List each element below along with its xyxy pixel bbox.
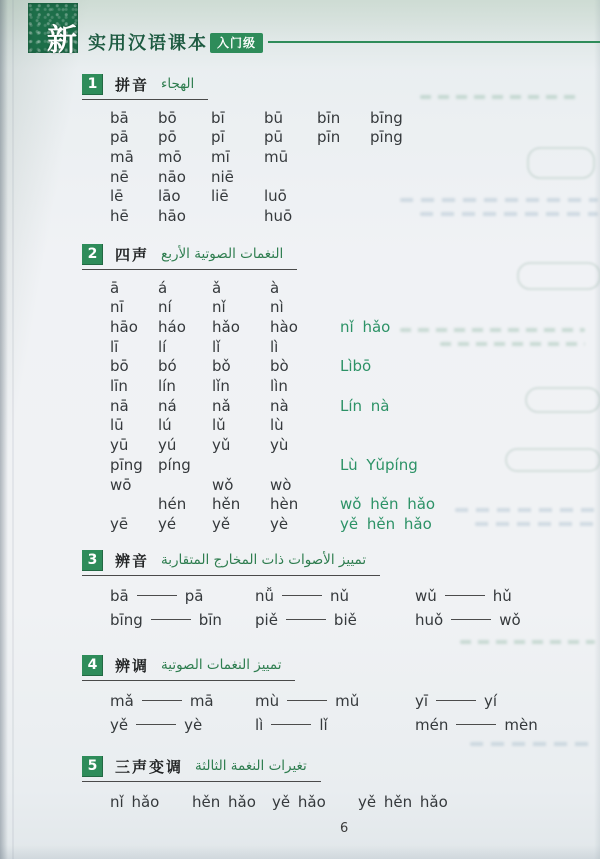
pinyin-cell: pā	[184, 586, 204, 605]
pinyin-cell	[317, 187, 370, 207]
pinyin-row	[110, 109, 600, 129]
section-number-badge: 5	[82, 756, 103, 777]
pair-connector-line	[445, 595, 485, 597]
section-title-chinese: 拼音	[115, 76, 150, 94]
example-word: nǐ hǎo	[110, 792, 160, 811]
section-third-tone-sandhi	[82, 755, 600, 813]
pinyin-cell: háo	[158, 317, 186, 336]
pair-connector-line	[137, 595, 177, 597]
example-word: hěn hǎo	[192, 792, 256, 811]
example-word	[340, 338, 600, 358]
pinyin-cell: bā	[110, 108, 129, 127]
pinyin-cell: píng	[158, 455, 191, 474]
pinyin-cell: bò	[270, 357, 289, 376]
header-rule-line	[268, 41, 600, 43]
pinyin-cell: yū	[110, 436, 129, 455]
pinyin-cell: yú	[158, 436, 177, 455]
pinyin-cell: wō	[110, 475, 132, 494]
example-word: Lín nà	[340, 396, 390, 415]
pinyin-cell: mā	[189, 691, 214, 710]
pinyin-cell: lú	[158, 416, 172, 435]
pinyin-cell: pā	[110, 128, 129, 147]
section-number-badge: 2	[82, 244, 103, 265]
pinyin-cell: mèn	[504, 715, 538, 734]
pinyin-row	[110, 168, 600, 188]
section-header	[82, 244, 297, 270]
pinyin-cell: pō	[158, 128, 177, 147]
pinyin-cell: bīn	[198, 610, 222, 629]
section-four-tones	[82, 243, 600, 535]
pinyin-cell: yě	[212, 514, 231, 533]
pinyin-cell: bīn	[317, 108, 341, 127]
pinyin-cell: pīng	[370, 128, 403, 147]
pair-row	[110, 713, 600, 737]
pinyin-cell: lín	[158, 377, 176, 396]
pinyin-row	[110, 148, 600, 168]
pinyin-cell: liē	[211, 187, 229, 206]
pair-row	[110, 689, 600, 713]
pinyin-cell: hèn	[270, 495, 299, 514]
example-word: yě hǎo	[272, 792, 326, 811]
pinyin-cell: ná	[158, 396, 177, 415]
pinyin-cell: nà	[270, 396, 289, 415]
pinyin-cell: mā	[110, 147, 134, 166]
pair-connector-line	[436, 700, 476, 702]
pinyin-cell: yè	[270, 514, 289, 533]
pinyin-cell: hén	[158, 495, 187, 514]
pinyin-cell: bō	[110, 357, 129, 376]
pinyin-cell: yě	[110, 715, 129, 734]
sound-pair	[110, 584, 255, 608]
pinyin-cell: lǐn	[212, 377, 230, 396]
pinyin-row	[110, 377, 600, 397]
pinyin-cell	[211, 207, 264, 227]
pinyin-row	[110, 456, 600, 476]
pinyin-row	[110, 338, 600, 358]
pinyin-cell: luō	[264, 187, 287, 206]
pinyin-cell: nǎ	[212, 396, 231, 415]
pinyin-cell: ā	[110, 278, 120, 297]
section-title-chinese: 三声变调	[115, 758, 184, 776]
pinyin-cell: yī	[415, 691, 429, 710]
pinyin-cell: līn	[110, 377, 128, 396]
pinyin-cell: pīng	[110, 455, 143, 474]
section-number-badge: 3	[82, 550, 103, 571]
pair-connector-line	[451, 619, 491, 621]
sound-pair	[110, 608, 255, 632]
pinyin-cell: bō	[158, 108, 177, 127]
pinyin-cell: lǐ	[319, 715, 328, 734]
pinyin-row	[110, 515, 600, 535]
page-number: 6	[340, 821, 349, 836]
tones-table	[110, 279, 600, 535]
pinyin-cell: mǔ	[335, 691, 360, 710]
pinyin-cell	[264, 168, 317, 188]
section-sound-discrimination	[82, 549, 600, 632]
pinyin-cell: lù	[270, 416, 284, 435]
tone-pair	[110, 713, 255, 737]
section-header	[82, 550, 380, 576]
pinyin-cell	[158, 476, 212, 496]
pinyin-cell: lī	[110, 337, 119, 356]
pinyin-cell: lǔ	[212, 416, 226, 435]
pinyin-cell: bū	[264, 108, 284, 127]
publisher-logo	[28, 3, 78, 58]
pinyin-cell: nē	[110, 167, 129, 186]
example-word	[340, 436, 600, 456]
pinyin-cell: bīng	[110, 610, 143, 629]
sandhi-examples	[110, 791, 600, 813]
pinyin-cell: nāo	[158, 167, 186, 186]
pinyin-cell	[370, 207, 600, 227]
pinyin-cell: hěn	[212, 495, 241, 514]
pinyin-cell: mén	[415, 715, 449, 734]
pinyin-cell: mū	[264, 147, 289, 166]
pinyin-cell: mō	[158, 147, 182, 166]
pinyin-cell: mù	[255, 691, 280, 710]
pinyin-cell: bǒ	[212, 357, 231, 376]
pinyin-cell: huō	[264, 207, 293, 226]
pinyin-cell: yé	[158, 514, 177, 533]
pinyin-cell: lē	[110, 187, 124, 206]
pinyin-cell: lāo	[158, 187, 181, 206]
pinyin-row	[110, 476, 600, 496]
pinyin-cell	[370, 187, 600, 207]
pinyin-row	[110, 357, 600, 377]
tone-pair	[415, 689, 600, 713]
section-header	[82, 756, 321, 782]
pinyin-cell: niē	[211, 167, 234, 186]
pinyin-cell: lí	[158, 337, 167, 356]
pinyin-cell: yè	[184, 715, 203, 734]
pinyin-cell: yù	[270, 436, 289, 455]
pinyin-cell: lì	[255, 715, 264, 734]
pair-row	[110, 608, 600, 632]
section-header	[82, 655, 295, 681]
tone-pairs	[110, 689, 600, 737]
pinyin-cell: pī	[211, 128, 225, 147]
pinyin-cell: piě	[255, 610, 278, 629]
pinyin-row	[110, 187, 600, 207]
section-pinyin	[82, 73, 600, 227]
pinyin-cell: nā	[110, 396, 129, 415]
section-tone-discrimination	[82, 654, 600, 737]
pair-row	[110, 584, 600, 608]
bleed-through-artifact	[470, 742, 595, 746]
sound-pair	[255, 608, 415, 632]
section-title-arabic: تمييز النغمات الصوتية	[161, 657, 282, 673]
pair-connector-line	[456, 724, 496, 726]
pair-connector-line	[287, 700, 327, 702]
pair-connector-line	[282, 595, 322, 597]
example-word	[340, 298, 600, 318]
pinyin-cell	[212, 456, 270, 476]
pinyin-cell: nǔ	[330, 586, 350, 605]
pinyin-table	[110, 109, 600, 227]
example-word: yě hěn hǎo	[358, 792, 448, 811]
pinyin-cell: yí	[484, 691, 498, 710]
pinyin-cell: lìn	[270, 377, 288, 396]
pinyin-cell: huǒ	[415, 610, 444, 629]
page-crease	[12, 0, 14, 859]
sound-pairs	[110, 584, 600, 632]
bleed-through-artifact	[460, 640, 595, 644]
pinyin-cell: à	[270, 278, 280, 297]
section-title-arabic: تمييز الأصوات ذات المخارج المتقاربة	[161, 552, 367, 568]
pinyin-cell: wǒ	[499, 610, 521, 629]
section-title-chinese: 四声	[115, 246, 150, 264]
pinyin-cell: lì	[270, 337, 279, 356]
pinyin-row	[110, 495, 600, 515]
pinyin-cell: lǐ	[212, 337, 221, 356]
pinyin-cell: wǔ	[415, 586, 437, 605]
pinyin-cell: bī	[211, 108, 225, 127]
pinyin-cell: wò	[270, 475, 292, 494]
section-title-arabic: النغمات الصوتية الأربع	[161, 246, 284, 262]
pinyin-cell: pū	[264, 128, 284, 147]
pinyin-cell: hǔ	[492, 586, 512, 605]
section-title-arabic: تغيرات النغمة الثالثة	[195, 758, 307, 774]
sound-pair	[255, 584, 415, 608]
sound-pair	[415, 608, 600, 632]
section-number-badge: 4	[82, 655, 103, 676]
tone-pair	[255, 713, 415, 737]
sound-pair	[415, 584, 600, 608]
pinyin-cell: hāo	[110, 317, 138, 336]
pair-connector-line	[151, 619, 191, 621]
pinyin-row	[110, 207, 600, 227]
section-title-arabic: الهجاء	[161, 76, 195, 92]
level-badge: 入门级	[210, 33, 263, 53]
page-left-edge-shadow	[0, 0, 8, 859]
example-word	[340, 416, 600, 436]
pinyin-cell: nǚ	[255, 586, 275, 605]
pinyin-cell: á	[158, 278, 168, 297]
pinyin-cell: hǎo	[212, 317, 240, 336]
book-title: 实用汉语课本	[88, 33, 208, 54]
pinyin-cell	[370, 148, 600, 168]
pinyin-cell: mǎ	[110, 691, 134, 710]
section-number-badge: 1	[82, 74, 103, 95]
pinyin-cell: ǎ	[212, 278, 222, 297]
pinyin-cell	[317, 207, 370, 227]
pinyin-cell: yǔ	[212, 436, 231, 455]
pinyin-cell: nǐ	[212, 298, 226, 317]
pair-connector-line	[142, 700, 182, 702]
pinyin-cell: bā	[110, 586, 129, 605]
pinyin-cell: hāo	[158, 207, 186, 226]
example-word: Lù Yǔpíng	[340, 455, 418, 474]
example-word: nǐ hǎo	[340, 317, 391, 336]
pinyin-row	[110, 279, 600, 299]
pinyin-cell: hào	[270, 317, 298, 336]
pinyin-row	[110, 318, 600, 338]
pinyin-cell: biě	[333, 610, 357, 629]
pinyin-cell: bó	[158, 357, 177, 376]
example-word	[340, 476, 600, 496]
section-header	[82, 74, 208, 100]
example-word: Lìbō	[340, 357, 372, 376]
pinyin-cell	[317, 148, 370, 168]
pinyin-cell: nì	[270, 298, 284, 317]
example-word: wǒ hěn hǎo	[340, 495, 436, 514]
pinyin-cell	[370, 168, 600, 188]
pinyin-cell: nī	[110, 298, 124, 317]
pinyin-cell: mī	[211, 147, 230, 166]
tone-pair	[110, 689, 255, 713]
pinyin-row	[110, 436, 600, 456]
pinyin-cell	[317, 168, 370, 188]
pinyin-cell	[270, 456, 340, 476]
pinyin-cell	[110, 495, 158, 515]
pinyin-cell: pīn	[317, 128, 341, 147]
section-title-chinese: 辨音	[115, 552, 150, 570]
pinyin-cell: yē	[110, 514, 129, 533]
tone-pair	[255, 689, 415, 713]
example-word	[340, 377, 600, 397]
pinyin-row	[110, 298, 600, 318]
pinyin-cell: ní	[158, 298, 172, 317]
pinyin-cell: wǒ	[212, 475, 234, 494]
tone-pair	[415, 713, 600, 737]
pinyin-cell: bīng	[370, 108, 403, 127]
page-bottom-edge-shadow	[0, 845, 600, 859]
pinyin-cell: lū	[110, 416, 124, 435]
example-word: yě hěn hǎo	[340, 514, 432, 533]
example-word	[340, 279, 600, 299]
pair-connector-line	[286, 619, 326, 621]
pair-connector-line	[271, 724, 311, 726]
pinyin-row	[110, 128, 600, 148]
pinyin-cell: hē	[110, 207, 129, 226]
pinyin-row	[110, 416, 600, 436]
logo-character: 新	[47, 23, 77, 58]
pinyin-row	[110, 397, 600, 417]
pair-connector-line	[136, 724, 176, 726]
section-title-chinese: 辨调	[115, 657, 150, 675]
